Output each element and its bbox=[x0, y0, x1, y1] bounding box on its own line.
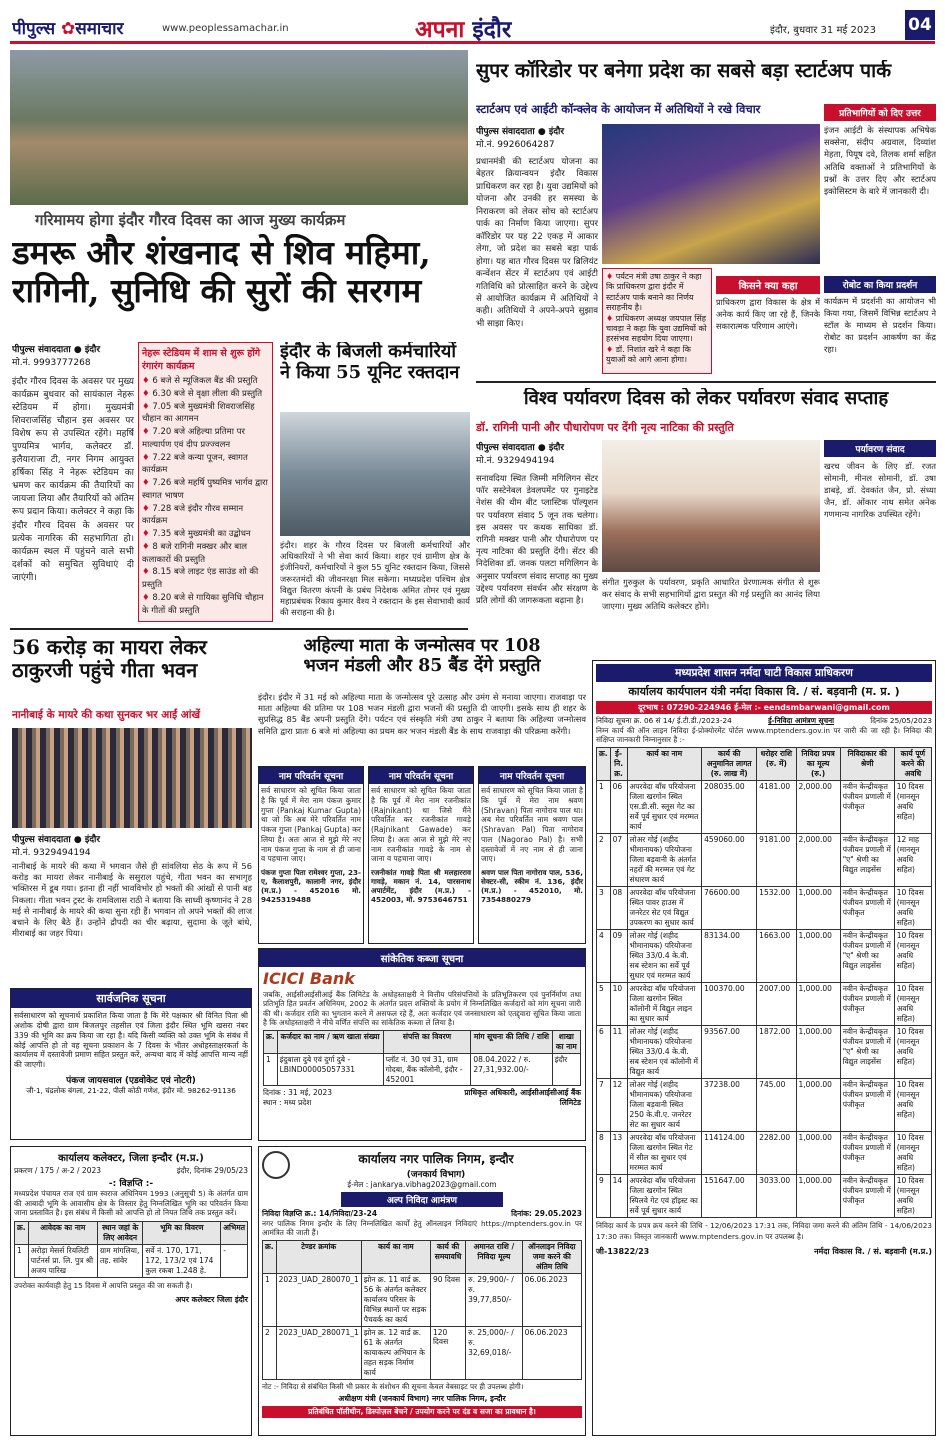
name-notice-2 bbox=[368, 766, 474, 944]
table-header: कार्य की अनुमानित लागत (रु. लाख में) bbox=[702, 747, 757, 780]
notice-address: जी-1, चंद्रलोक बंगला, 21-22, पीली कोठी गणेश, इंदौर मो. 98262-91136 bbox=[26, 1086, 236, 1096]
byline: पीपुल्स संवाददाता ● इंदौर bbox=[12, 835, 101, 845]
table-cell: 10 दिवस (मानसून अवधि सहित) bbox=[894, 982, 931, 1025]
table-cell: 2282.00 bbox=[757, 1131, 796, 1174]
table-row bbox=[597, 1078, 932, 1131]
notice-title: सार्वजनिक सूचना bbox=[11, 989, 251, 1008]
table-cell: 151647.00 bbox=[702, 1174, 757, 1217]
table-cell: नवीन केन्द्रीयकृत पंजीयन प्रणाली में पंजीकृत bbox=[840, 982, 894, 1025]
table-header: ऑनलाइन निविदा जमा करने की अंतिम तिथि bbox=[522, 1240, 581, 1273]
notice-title: कार्यालय नगर पालिक निगम, इन्दौर bbox=[358, 1152, 514, 1166]
notice-date: दिनांक: 29.05.2023 bbox=[511, 1209, 582, 1218]
mobile-number: मो.नं. 9993777268 bbox=[12, 358, 91, 368]
table-header: कार्य की समयावधि bbox=[430, 1240, 465, 1273]
notice-code: जी-13822/23 bbox=[596, 1247, 650, 1257]
table-row bbox=[597, 1131, 932, 1174]
kya-kaha-box bbox=[716, 276, 820, 374]
startup-stage-photo bbox=[602, 124, 820, 264]
startup-bullets bbox=[602, 268, 712, 374]
robot-title: रोबोट का किया प्रदर्शन bbox=[824, 276, 936, 293]
table-cell: 07 bbox=[610, 833, 627, 886]
notice-sign: पंकज जायसवाल (एडवोकेट एवं नोटरी) bbox=[66, 1076, 196, 1087]
table-header: धरोहर राशि (रु. में) bbox=[757, 747, 796, 780]
table-cell: नवीन केन्द्रीयकृत पंजीयन प्रणाली में "ए" श्रेणी का विद्युत लाइसेंस bbox=[840, 833, 894, 886]
table-cell: नवीन केन्द्रीयकृत पंजीयन प्रणाली में "ए" श्रेणी का विद्युत लाइसेंस bbox=[840, 929, 894, 982]
notice-title: कार्यालय कलेक्टर, जिला इन्दौर (म.प्र.) bbox=[58, 1153, 204, 1164]
list-item: ♦ 7.05 बजे मुख्यमंत्री शिवराजसिंह चौहान का आगमन bbox=[142, 401, 269, 427]
table-cell: 10 दिवस (मानसून अवधि सहित) bbox=[894, 1131, 931, 1174]
table-cell: अपरवेदा बाँध परियोजना जिला खरगोन स्थित कॉलोनी में विद्युत लाइन का सुधार कार्य bbox=[627, 982, 702, 1025]
notice-sign: श्रवण पाल पिता नागोराव पाल, 536, सेक्टर-सी, स्कीम नं. 136, इंदौर (म.प्र.) - 452010, मो. 7354880279 bbox=[481, 868, 583, 904]
table-cell: 12 bbox=[610, 1078, 627, 1131]
notice-intro: नगर पालिक निगम इन्दौर के लिए निम्नलिखित कार्यों हेतु ऑनलाइन निविदाएं https://mptenders.gov.in पर आमंत्रित की जाती हैं। bbox=[262, 1219, 582, 1238]
list-item: ♦ 7.28 बजे इंदौर गौरव सम्मान कार्यक्रम bbox=[142, 503, 269, 529]
startup-sidebar bbox=[824, 104, 936, 274]
notice-email[interactable]: ई-मेल : jankarya.vibhag2023@gmail.com bbox=[347, 1180, 497, 1189]
startup-subhead: स्टार्टअप एवं आईटी कॉन्क्लेव के आयोजन में अतिथियों ने रखे विचार bbox=[476, 102, 761, 116]
mobile-number: मो.नं. 9329494194 bbox=[476, 456, 555, 466]
notice-signature: अपर कलेक्टर जिला इंदौर bbox=[175, 1295, 248, 1305]
list-item: ♦ 7.22 बजे कन्या पूजन, स्वागत कार्यक्रम bbox=[142, 452, 269, 478]
table-cell: नवीन केन्द्रीयकृत पंजीयन प्रणाली में पंजीकृत bbox=[840, 1174, 894, 1217]
divider bbox=[476, 381, 936, 383]
notice-sign: रजनीकांत गावड़े पिता श्री मलहारराव गावड़े, मकान नं. 14, पारसनाथ अपार्टमेंट, इंदौर (म.प्र.) - 452003, मो. 9753646751 bbox=[371, 868, 471, 904]
notice-ref: प्रकरण / 175 / अ-2 / 2023 bbox=[14, 1166, 102, 1175]
ahilya-body: इंदौर। इंदौर में 31 मई को अहिल्या माता के जन्मोत्सव पूरे उत्साह और उमंग से मनाया जाएगा। राजवाड़ा पर माता अहिल्या की प्रतिमा पर 108 भजन मंडली द्वारा भजनों की प्रस्तुति दी जाएगी। इसके साथ ही शहर के सुप्रसिद्ध 85 बैंड अपनी प्रस्तुति देंगे। पर्यटन एवं संस्कृति मंत्री उषा ठाकुर ने बताया कि अहिल्या जन्मोत्सव समिति द्वारा प्रातः 6 बजे मां अहिल्या का प्रथम कर भजन मंडली बैंड के साथ राजवाड़ा की परिक्रमा करेंगी। bbox=[258, 692, 586, 736]
collector-notice bbox=[10, 1146, 252, 1436]
notice-body: सर्व साधारण को सूचित किया जाता है कि पूर्व में मेरा नाम श्रवण (Shravan) पिता नागोराव पाल था। अब मेरा परिवर्तित नाम श्रवण पाल (Shravan Pal) पिता नागोराव पाल (Nagorao Pal) है। सभी दस्तावेजों में नए नाम से ही जाना जाए। bbox=[481, 786, 583, 864]
table-header: कार्य पूर्ण करने की अवधि bbox=[894, 747, 931, 780]
table-row bbox=[597, 780, 932, 833]
table-header: क्र. bbox=[15, 1221, 29, 1244]
list-item: ♦ 8 बजे रागिनी मक्खर और बाल कलाकारों की प्रस्तुति bbox=[142, 541, 269, 567]
table-row: 2 2023_UAD_280071_1 झोन क्र. 12 वार्ड क्र. 61 के अंतर्गत कायाकल्प अभियान के तहत सड़क निर्माण कार्य 120 दिवस रु. 25,000/- / रु. 32,69,018/- 06.06.2023 bbox=[263, 1326, 582, 1379]
env-body-col bbox=[476, 440, 598, 655]
table-row bbox=[597, 886, 932, 929]
table-cell: 13 bbox=[610, 1131, 627, 1174]
table-cell: लोअर गोई (शहीद भीमानायक) परियोजना स्थित 33/0.4 के.वी. सब स्टेशन एवं कॉलोनी में विद्युत कार्य bbox=[627, 1025, 702, 1078]
sidebar-body: इंजन आईटी के संस्थापक अभिषेक सक्सेना, संदीप अग्रवाल, दिव्यांश मेहता, पियूष दवे, तिलक शर्मा सहित अतिथि वक्ताओं ने प्रतिभागियों के प्रश्नों के उत्तर दिए और स्टार्टअप इकोसिस्टम के बारे में जानकारी दी। bbox=[824, 125, 936, 196]
notice-signature: प्राधिकृत अधिकारी, आईसीआईसीआई बैंक लिमिटेड bbox=[464, 1087, 581, 1107]
table-cell: 1,000.00 bbox=[796, 1078, 840, 1131]
table-header: क्र. bbox=[264, 1030, 278, 1053]
robot-box bbox=[824, 276, 936, 374]
notice-footer: उपरोक्त कार्यवाही हेतु 15 दिवस में आपत्ति प्रस्तुत की जा सकती है। bbox=[14, 1280, 193, 1290]
mayra-subhead: नानीबाई के मायरे की कथा सुनकर भर आईं आंखें bbox=[12, 709, 201, 721]
main-story-body-col bbox=[12, 342, 134, 622]
table-cell: नवीन केन्द्रीयकृत पंजीयन प्रणाली में पंजीकृत bbox=[840, 1131, 894, 1174]
env-subhead: डॉ. रागिनी पानी और पौधारोपण पर देंगी नृत्य नाटिका की प्रस्तुति bbox=[476, 421, 734, 434]
notice-label: -: विज्ञप्ति :- bbox=[108, 1179, 154, 1189]
table-cell: 9 bbox=[597, 1174, 611, 1217]
table-cell: 1,000.00 bbox=[796, 1174, 840, 1217]
startup-body-col bbox=[476, 124, 598, 374]
table-header: ई-नि. क्र. bbox=[610, 747, 627, 780]
dateline: इंदौर, बुधवार 31 मई 2023 bbox=[770, 25, 876, 36]
table-cell: 09 bbox=[610, 929, 627, 982]
notice-body: सर्व साधारण को सूचित किया जाता है कि पूर्व में मेरा नाम रजनीकांत (Rajnikant) था जिसे मैंने परिवर्तित कर रजनीकांत गावड़े (Rajnikant Gawade) कर लिया है। अतः आज से मुझे मेरे नए नाम रजनीकांत गावड़े के नाम से जाना व पहचाना जाए। bbox=[371, 786, 471, 864]
table-row bbox=[597, 982, 932, 1025]
mobile-number: मो.नं. 9329494194 bbox=[12, 848, 91, 858]
divider bbox=[10, 628, 468, 630]
notice-subtitle: कार्यालय कार्यपालन यंत्री नर्मदा विकास वि. / सं. बड़वानी (म. प्र. ) bbox=[628, 685, 900, 698]
env-sidebar bbox=[824, 440, 936, 655]
table-cell: 2 bbox=[597, 833, 611, 886]
notice-body: मध्यप्रदेश पंचायत राज एवं ग्राम स्वराज अधिनियम 1993 (अनुसूची 5) के अंतर्गत ग्राम की आबादी भूमि के आवासीय क्षेत्र के विस्तार हेतु निम्नलिखित भूमि का परिवर्तन किया जाना प्रस्तावित है। इस संबंध में किसी को आपत्ति हो तो नियत तिथि तक प्रस्तुत करें। bbox=[14, 1189, 248, 1218]
section-title: अपना इंदौर bbox=[415, 16, 512, 42]
table-header: कार्य का नाम bbox=[361, 1240, 430, 1273]
table-header: संपत्ति का विवरण bbox=[383, 1030, 471, 1053]
notice-phone: दूरभाष : 07290-224946 ई-मेल :- eendsmbarwani@gmail.com bbox=[596, 701, 932, 714]
notice-signature: नर्मदा विकास वि. / सं. बड़वानी (म.प्र.) bbox=[814, 1247, 932, 1257]
notice-slogan: प्रतिबंधित पॉलीथीन, डिस्पोज़ल बेचने / उपयोग करने पर दंड व सजा का प्रावधान है। bbox=[262, 1406, 582, 1418]
table-cell: 10 दिवस (मानसून अवधि सहित) bbox=[894, 1025, 931, 1078]
list-item: ♦ 7.20 बजे अहिल्या प्रतिमा पर माल्यार्पण एवं दीप प्रज्ज्वलन bbox=[142, 426, 269, 452]
article-body: नानीबाई के मायरे की कथा में भगवान जैसे ही सांवलिया सेठ के रूप में 56 करोड़ का मायरा लेकर नानीबाई के ससुराल पहुंचे, गीता भवन का सभागृह भक्तिरस में डूब गया। इतना ही नहीं भावविभोर हो भक्तों की आंखों से पानी बह निकला। गीता भवन ट्रस्ट के रामविलास राठी ने बताया कि साध्वी कृष्णानंद ने 28 मई से नानीबाई के मायरे की कथा सुना रही हैं। भगवान तो अपने भक्तों की लाज बचाने के लिए बैठे हैं। उन्होंने द्रौपदी का चीर बढ़ाया, सुदामा के जूते बांधे, मीराबाई का जहर पिया। bbox=[12, 861, 252, 939]
sidebar-body: खरच जीवन के लिए डॉ. रजत सोमानी, मीनल सोमानी, डॉ. उषा डाबड़े, डॉ. देवकांत जैन, प्रो. संध्या जैन, डॉ. ओंकार नाथ समेत अनेक गणमान्य नागरिक उपस्थित रहेंगे। bbox=[824, 461, 936, 520]
list-item: ♦ प्राधिकरण अध्यक्ष जयपाल सिंह चावड़ा ने कहा कि युवा उद्यमियों को हरसंभव सहयोग दिया जाएगा। bbox=[606, 314, 708, 345]
table-cell: 2,000.00 bbox=[796, 833, 840, 886]
sidebar-title: पर्यावरण संवाद bbox=[824, 440, 936, 457]
table-cell: 10 bbox=[610, 982, 627, 1025]
table-cell: 1 bbox=[597, 780, 611, 833]
icici-notice bbox=[258, 948, 586, 1141]
table-header: कार्य का नाम bbox=[627, 747, 702, 780]
table-cell: 8 bbox=[597, 1131, 611, 1174]
notice-body: सर्वसाधारण को सूचनार्थ प्रकाशित किया जाता है कि मेरे पक्षकार श्री विनित पिता श्री अशोक दोषी द्वारा ग्राम बिजलपुर तहसील एवं जिला इंदौर स्थित भूमि खसरा नंबर 339 की भूमि का क्रय किया जा रहा है। यदि किसी व्यक्ति को उक्त भूमि के संबंध में कोई आपत्ति हो तो वह सूचना प्रकाशन के 7 दिवस के भीतर अधोहस्ताक्षरकर्ता के कार्यालय में दस्तावेजी प्रमाण सहित प्रस्तुत करें, अन्यथा बाद में कोई आपत्ति मान्य नहीं की जाएगी। bbox=[14, 1011, 248, 1070]
tender-label: अल्प निविदा आमंत्रण bbox=[341, 1192, 503, 1207]
name-notice-3 bbox=[478, 766, 586, 944]
env-extra-body: संगीत गुरुकुल के पर्यावरण, प्रकृति आधारित प्रेरणात्मक संगीत से शुरू कर संवाद के सभी सहभागियों द्वारा प्रस्तुत की गई प्रस्तुति का आनंद लिया जाएगा। मुख्य अतिथि कलेक्टर होंगे। bbox=[602, 577, 820, 612]
table-cell: 1663.00 bbox=[757, 929, 796, 982]
table-cell: 76600.00 bbox=[702, 886, 757, 929]
table-row bbox=[597, 1174, 932, 1217]
icici-table bbox=[263, 1030, 581, 1086]
schedule-list bbox=[142, 375, 269, 617]
notice-ref: निविदा विज्ञप्ति क्र.: 14/निविदा/23-24 bbox=[262, 1209, 378, 1218]
startup-headline: सुपर कॉरिडोर पर बनेगा प्रदेश का सबसे बड़ा स्टार्टअप पार्क bbox=[476, 60, 892, 82]
table-cell: 83134.00 bbox=[702, 929, 757, 982]
table-cell: 11 bbox=[610, 1025, 627, 1078]
table-row: 1 इंदुबाला दुबे एवं दुर्गा दुबे - LBIND00005057331 प्लॉट नं. 30 एवं 31, ग्राम गोदबा, बैंक कॉलोनी, इंदौर - 452001 08.04.2022 / रु. 27,31,932.00/- इंदौर bbox=[264, 1053, 581, 1085]
narmada-table bbox=[596, 747, 932, 1218]
table-cell: अपरवेदा बाँध परियोजना जिला खरगोन स्थित एस.डी.सी. स्लूस गेट का सर्वे पूर्व सुधार एवं मरम्मत कार्य bbox=[627, 780, 702, 833]
env-headline: विश्व पर्यावरण दिवस को लेकर पर्यावरण संवाद सप्ताह bbox=[523, 388, 889, 409]
table-cell: 10 दिवस (मानसून अवधि सहित) bbox=[894, 780, 931, 833]
notice-title: नाम परिवर्तन सूचना bbox=[479, 767, 585, 784]
byline: पीपुल्स संवाददाता ● इंदौर bbox=[476, 127, 565, 137]
notice-title: नाम परिवर्तन सूचना bbox=[369, 767, 473, 784]
table-header: अमानत राशि / निविदा मूल्य bbox=[466, 1240, 523, 1273]
main-kicker: गरिमामय होगा इंदौर गौरव दिवस का आज मुख्य कार्यक्रम bbox=[35, 211, 346, 229]
stadium-photo bbox=[10, 50, 468, 205]
table-cell: लोअर गोई (शहीद भीमानायक) परियोजना जिला बड़वानी के अंतर्गत नहरों की मरम्मत एवं गेट संधारण कार्य bbox=[627, 833, 702, 886]
table-cell: 14 bbox=[610, 1174, 627, 1217]
page-number: 04 bbox=[905, 10, 935, 40]
table-cell: 100370.00 bbox=[702, 982, 757, 1025]
notice-footer: निविदा कार्य के प्रपत्र क्रय करने की तिथि - 12/06/2023 17:31 तक, निविदा जमा करने की अंतिम तिथि - 14/06/2023 17:30 तक। विस्तृत जानकारी www.mptenders.gov.in पर उपलब्ध है। bbox=[596, 1220, 932, 1241]
kya-kaha-title: किसने क्या कहा bbox=[716, 276, 820, 294]
table-cell: 745.00 bbox=[757, 1078, 796, 1131]
mobile-number: मो.नं. 9926064287 bbox=[476, 140, 555, 150]
table-cell: 10 दिवस (मानसून अवधि सहित) bbox=[894, 1078, 931, 1131]
list-item: ♦ 8.20 बजे से गायिका सुनिधि चौहान के गीतों की प्रस्तुति bbox=[142, 592, 269, 618]
collector-table bbox=[14, 1221, 248, 1278]
schedule-box bbox=[138, 342, 273, 622]
table-cell: 6 bbox=[597, 1025, 611, 1078]
table-row bbox=[597, 929, 932, 982]
notice-dept: (जनकार्य विभाग) bbox=[406, 1170, 466, 1180]
tender-label: ई-निविदा आमंत्रण सूचना bbox=[768, 716, 835, 725]
table-cell: 114124.00 bbox=[702, 1131, 757, 1174]
icici-logo: ICICI Bank bbox=[263, 969, 355, 988]
table-header: आवेदक का नाम bbox=[28, 1221, 97, 1244]
table-row: 1 2023_UAD_280070_1 झोन क्र. 11 वार्ड क्र. 56 के अंतर्गत कलेक्टर कार्यालय परिसर के विभिन्न स्थानों पर सड़क पैचवर्क का कार्य 90 दिवस रु. 29,900/- / रु. 39,77,850/- 06.06.2023 bbox=[263, 1273, 582, 1326]
ahilya-headline: अहिल्या माता के जन्मोत्सव पर 108 भजन मंडली और 85 बैंड देंगे प्रस्तुति bbox=[303, 636, 541, 677]
table-header: निविदाकार की श्रेणी bbox=[840, 747, 894, 780]
byline: पीपुल्स संवाददाता ● इंदौर bbox=[12, 345, 101, 355]
env-group-photo bbox=[602, 440, 820, 572]
notice-intro: निम्न कार्य की ऑन लाइन निविदा ई-प्रोक्योरमेंट पोर्टल www.mptenders.gov.in पर जारी की जा रही है। निविदा की संक्षिप्त जानकारी निम्नानुसार है :- bbox=[596, 726, 932, 745]
list-item: ♦ डॉ. निशांत खरे ने कहा कि युवाओं को आगे आना होगा। bbox=[606, 345, 708, 366]
table-cell: नवीन केन्द्रीयकृत पंजीयन प्रणाली में पंजीकृत bbox=[840, 886, 894, 929]
public-notice bbox=[10, 988, 252, 1140]
mayra-body-col bbox=[12, 832, 252, 982]
table-cell: 1,000.00 bbox=[796, 886, 840, 929]
table-cell: 1532.00 bbox=[757, 886, 796, 929]
notice-place: स्थान : मध्य प्रदेश bbox=[263, 1097, 312, 1107]
table-cell: 2007.00 bbox=[757, 982, 796, 1025]
notice-title: नाम परिवर्तन सूचना bbox=[259, 767, 363, 784]
robot-body: कार्यक्रम में प्रदर्शनी का आयोजन भी किया गया, जिसमें विभिन्न स्टार्टअप ने स्टॉल के माध्यम से प्रदर्शन किया। रोबोट का प्रदर्शन आकर्षण का केंद्र रहा। bbox=[824, 296, 936, 354]
table-header: मांग सूचना की तिथि / राशि bbox=[471, 1030, 552, 1053]
kya-kaha-body: प्राधिकरण द्वारा विकास के क्षेत्र में अनेक कार्य किए जा रहे हैं, जिनके सकारात्मक परिणाम आएंगे। bbox=[716, 297, 820, 331]
emblem-icon bbox=[262, 1151, 290, 1179]
table-cell: 08 bbox=[610, 886, 627, 929]
list-item: ♦ पर्यटन मंत्री उषा ठाकुर ने कहा कि प्राधिकरण द्वारा इंदौर में स्टार्टअप पार्क बनाने का निर्णय सराहनीय है। bbox=[606, 272, 708, 314]
list-item: ♦ 8.15 बजे लाइट एंड साउंड शो की प्रस्तुति bbox=[142, 566, 269, 592]
table-cell: अपरवेदा बाँध परियोजना स्थित पावर हाउस में जनरेटर सेट एवं विद्युत उपकरण का सुधार कार्य bbox=[627, 886, 702, 929]
table-cell: 12 माह (मानसून अवधि सहित) bbox=[894, 833, 931, 886]
table-cell: 93567.00 bbox=[702, 1025, 757, 1078]
table-header: अभिमत bbox=[221, 1221, 248, 1244]
notice-date: दिनांक 25/05/2023 bbox=[870, 716, 932, 725]
mayra-headline: 56 करोड़ का मायरा लेकर ठाकुरजी पहुंचे गीता भवन bbox=[12, 636, 207, 682]
sidebar-title: प्रतिभागियों को दिए उत्तर bbox=[824, 104, 936, 121]
blood-headline: इंदौर के बिजली कर्मचारियों ने किया 55 यूनिट रक्तदान bbox=[280, 342, 460, 383]
table-header: निविदा प्रपत्र का मूल्य (रु.) bbox=[796, 747, 840, 780]
table-cell: लोअर गोई (शहीद भीमानायक) परियोजना जिला बड़वानी स्थित 250 के.वी.ए. जनरेटर सेट का सुधार कार्य bbox=[627, 1078, 702, 1131]
table-cell: 459060.00 bbox=[702, 833, 757, 886]
narmada-notice bbox=[592, 660, 936, 1436]
article-body: इंदौर गौरव दिवस के अवसर पर मुख्य कार्यक्रम बुधवार को सायंकाल नेहरू स्टेडियम में होगा। मुख्यमंत्री शिवराजसिंह चौहान इस अवसर पर विशेष रूप से उपस्थित रहेंगे। महर्षि पुण्यमित्र भार्गव, कलेक्टर डॉ. इलैयाराजा टी, नगर निगम आयुक्त हर्षिका सिंह ने नेहरू स्टेडियम का भ्रमण कर कार्यक्रम की तैयारियों का जायजा लिया और तैयारियों को अंतिम रूप प्रदान किया। कलेक्टर ने कहा कि इंदौर गौरव दिवस के अवसर पर प्रत्येक नागरिक की सहभागिता हो। कार्यक्रम स्थल में पहुंचने वाले सभी दर्शकों को समुचित सुविधाएं दी जाएंगी। bbox=[12, 377, 134, 583]
table-cell: 10 दिवस (मानसून अवधि सहित) bbox=[894, 1174, 931, 1217]
table-cell: नवीन केन्द्रीयकृत पंजीयन प्रणाली में "ए" श्रेणी का विद्युत लाइसेंस bbox=[840, 1025, 894, 1078]
masthead-brand: पीपुल्स ✿समाचार bbox=[12, 19, 124, 39]
table-cell: नवीन केन्द्रीयकृत पंजीयन प्रणाली में पंजीकृत bbox=[840, 780, 894, 833]
name-notice-1 bbox=[258, 766, 364, 944]
notice-title: मध्यप्रदेश शासन नर्मदा घाटी विकास प्राधिकरण bbox=[596, 664, 932, 682]
table-cell: 4 bbox=[597, 929, 611, 982]
blood-body: इंदौर। शहर के गौरव दिवस पर बिजली कर्मचारियों और अधिकारियों ने भी सेवा कार्य किया। शहर एवं ग्रामीण क्षेत्र के इंजीनियरों, कर्मचारियों ने कुल 55 यूनिट रक्तदान किया, जिससे जरूरतमंदों की जीवनरक्षा मिल सकेगा। मध्यप्रदेश पश्चिम क्षेत्र विद्युत वितरण कंपनी के प्रबंध निदेशक अमित तोमर एवं मुख्य महाप्रबंधक रिकाय कुमार वैश्य ने रक्तदान के इस सेवाभावी कार्य की सराहना की है। bbox=[280, 540, 470, 618]
notice-body: जबकि, आईसीआईसीआई बैंक लिमिटेड के अधोहस्ताक्षरी ने वित्तीय परिसंपत्तियों के प्रतिभूतिकरण एवं पुनर्निर्माण तथा प्रतिभूति हित प्रवर्तन अधिनियम, 2002 के अंतर्गत प्रदत्त शक्तियों के प्रयोग में निम्नलिखित कर्जदारों को मांग सूचना जारी की थी। कर्जदार राशि का भुगतान करने में असफल रहे हैं, अतः कर्जदार एवं जनसाधारण को एतद्द्वारा सूचित किया जाता है कि अधोहस्ताक्षरी ने नीचे वर्णित संपत्ति का सांकेतिक कब्जा ले लिया है। bbox=[263, 990, 581, 1028]
table-cell: 1872.00 bbox=[757, 1025, 796, 1078]
byline: पीपुल्स संवाददाता ● इंदौर bbox=[476, 443, 565, 453]
table-cell: 1,000.00 bbox=[796, 982, 840, 1025]
table-cell: 1,000.00 bbox=[796, 1131, 840, 1174]
table-cell: 208035.00 bbox=[702, 780, 757, 833]
list-item: ♦ 6 बजे से म्यूजिकल बैंड की प्रस्तुति bbox=[142, 375, 269, 388]
table-header: स्थान जहां के लिए आवेदन bbox=[97, 1221, 142, 1244]
table-cell: 4181.00 bbox=[757, 780, 796, 833]
article-body: प्रधानमंत्री की स्टार्टअप योजना का बेहतर क्रियान्वयन इंदौर विकास प्राधिकरण कर रहा है। युवा उद्यमियों को योजना और उनकी हर समस्या के निराकरण को लेकर सोच को स्टार्टअप पार्क का निर्माण किया जाएगा। सुपर कॉरिडोर पर यह 22 एकड़ में आकार लेगा, जो प्रदेश का सबसे बड़ा पार्क होगा। यह बात गौरव दिवस पर ब्रिलियंट कन्वेंशन सेंटर में स्टार्टअप एवं आईटी गतिविधि को प्रोत्साहित करने के उद्देश्य से आयोजित कार्यक्रम में अतिथियों ने कही। अतिथियों ने अपने-अपने सुझाव भी साझा किए। bbox=[476, 157, 598, 329]
list-item: ♦ 7.35 बजे मुख्यमंत्री का उद्बोधन bbox=[142, 528, 269, 541]
table-row bbox=[597, 833, 932, 886]
table-cell: 5 bbox=[597, 982, 611, 1025]
table-cell: 3 bbox=[597, 886, 611, 929]
notice-title: सांकेतिक कब्जा सूचना bbox=[259, 949, 585, 967]
bullet-list bbox=[606, 272, 708, 366]
table-cell: 9181.00 bbox=[757, 833, 796, 886]
notice-sign: पंकज गुप्ता पिता रामेश्वर गुप्ता, 23-ए, कैलाशपुरी, कालानी नगर, इंदौर (म.प्र.) - 452016 मो. 9425319488 bbox=[261, 868, 361, 904]
table-row: 1 अरोड़ा मेसर्स रियलिटी पार्टनर्स प्रा. लि. पुत्र श्री अजय पारिख ग्राम मांगलिया, तह. सांवेर सर्वे नं. 170, 171, 172, 173/2 एवं 174 कुल रकबा 1.248 हे. - bbox=[15, 1244, 248, 1277]
municipal-table bbox=[262, 1240, 582, 1380]
table-cell: अपरवेदा बाँध परियोजना जिला खरगोन स्थित गेट में सील का सुधार एवं मरम्मत कार्य bbox=[627, 1131, 702, 1174]
table-header: कर्जदार का नाम / ऋण खाता संख्या bbox=[277, 1030, 383, 1053]
table-cell: 10 दिवस (मानसून अवधि सहित) bbox=[894, 929, 931, 982]
table-header: क्र. bbox=[263, 1240, 277, 1273]
notice-body: सर्व साधारण को सूचित किया जाता है कि पूर्व में मेरा नाम पंकज कुमार गुप्ता (Pankaj Kumar Gupta) था जो कि अब मेरे परिवर्तित नाम पंकज गुप्ता (Pankaj Gupta) कर लिया है। अतः आज से मुझे मेरे नए नाम पंकज गुप्ता के नाम से ही जाना व पहचाना जाए। bbox=[261, 786, 361, 864]
table-cell: 06 bbox=[610, 780, 627, 833]
notice-signature: अधीक्षण यंत्री (जनकार्य विभाग) नगर पालिक निगम, इन्दौर bbox=[338, 1394, 506, 1404]
table-cell: 1,000.00 bbox=[796, 929, 840, 982]
notice-footer: नोट :- निविदा से संबंधित किसी भी प्रकार के संशोधन की सूचना केवल वेबसाइट पर ही उपलब्ध होगी। bbox=[262, 1381, 524, 1391]
notice-date: इंदौर, दिनांक 29/05/23 bbox=[176, 1166, 248, 1175]
table-cell: 10 दिवस (मानसून अवधि सहित) bbox=[894, 886, 931, 929]
list-item: ♦ 6.30 बजे से वृक्षा लीला की प्रस्तुति bbox=[142, 388, 269, 401]
table-row bbox=[597, 1025, 932, 1078]
notice-ref: निविदा सूचना क्र. 06 सं 14/ ई.टी.डी./2023-24 bbox=[596, 716, 732, 725]
municipal-notice bbox=[258, 1146, 586, 1436]
list-item: ♦ 7.26 बजे महर्षि पुष्यमित्र भार्गव द्वारा स्वागत भाषण bbox=[142, 477, 269, 503]
table-cell: 3033.00 bbox=[757, 1174, 796, 1217]
article-body: सनावदिया स्थित जिम्मी मगिलिगन सेंटर फॉर सस्टेनेबल डेवलपमेंट पर गुनाइटेड नेशंस की थीम बीट प्लास्टिक पॉल्यूशन पर पर्यावरण संवाद 5 जून तक चलेगा। इस अवसर पर कथक साधिका डॉ. रागिनी मक्खर पानी और पौधारोपण पर नृत्य नाटिका की प्रस्तुति देंगी। सेंटर की निदेशिका डॉ. जनक पलटा मगिलिगन के अनुसार पर्यावरण संवाद सप्ताह का मुख्य उद्देश्य पर्यावरण संवर्धन और संरक्षण के प्रति लोगों की जागरूकता बढ़ाना है। bbox=[476, 473, 598, 605]
main-headline: डमरू और शंखनाद से शिव महिमा, रागिनी, सुनिधि की सुरों की सरगम bbox=[12, 234, 431, 310]
table-cell: लोअर गोई (शहीद भीमानायक) परियोजना स्थित 33/0.4 के.वी. सब स्टेशन का सर्वे पूर्व सुधार एवं मरम्मत कार्य bbox=[627, 929, 702, 982]
table-header: शाखा का नाम bbox=[552, 1030, 580, 1053]
masthead bbox=[10, 10, 935, 44]
notice-date: दिनांक : 31 मई, 2023 bbox=[263, 1087, 333, 1097]
table-cell: नवीन केन्द्रीयकृत पंजीयन प्रणाली में पंजीकृत bbox=[840, 1078, 894, 1131]
blood-donation-photo bbox=[280, 412, 470, 536]
mayra-audience-photo bbox=[12, 728, 252, 828]
table-cell: 37238.00 bbox=[702, 1078, 757, 1131]
table-cell: 7 bbox=[597, 1078, 611, 1131]
table-cell: 1,000.00 bbox=[796, 1025, 840, 1078]
table-header: क्र. bbox=[597, 747, 611, 780]
table-header: भूमि का विवरण bbox=[143, 1221, 221, 1244]
table-cell: अपरवेदा बाँध परियोजना जिला खरगोन स्थित स्पिलवे गेट एवं हॉइस्ट का सर्वे पूर्व सुधार कार्य bbox=[627, 1174, 702, 1217]
table-cell: 2,000.00 bbox=[796, 780, 840, 833]
masthead-url[interactable]: www.peoplessamachar.in bbox=[162, 23, 289, 34]
schedule-box-title: नेहरू स्टेडियम में शाम से शुरू होंगे रंगारंग कार्यक्रम bbox=[142, 348, 261, 372]
table-header: टेण्डर क्रमांक bbox=[276, 1240, 361, 1273]
